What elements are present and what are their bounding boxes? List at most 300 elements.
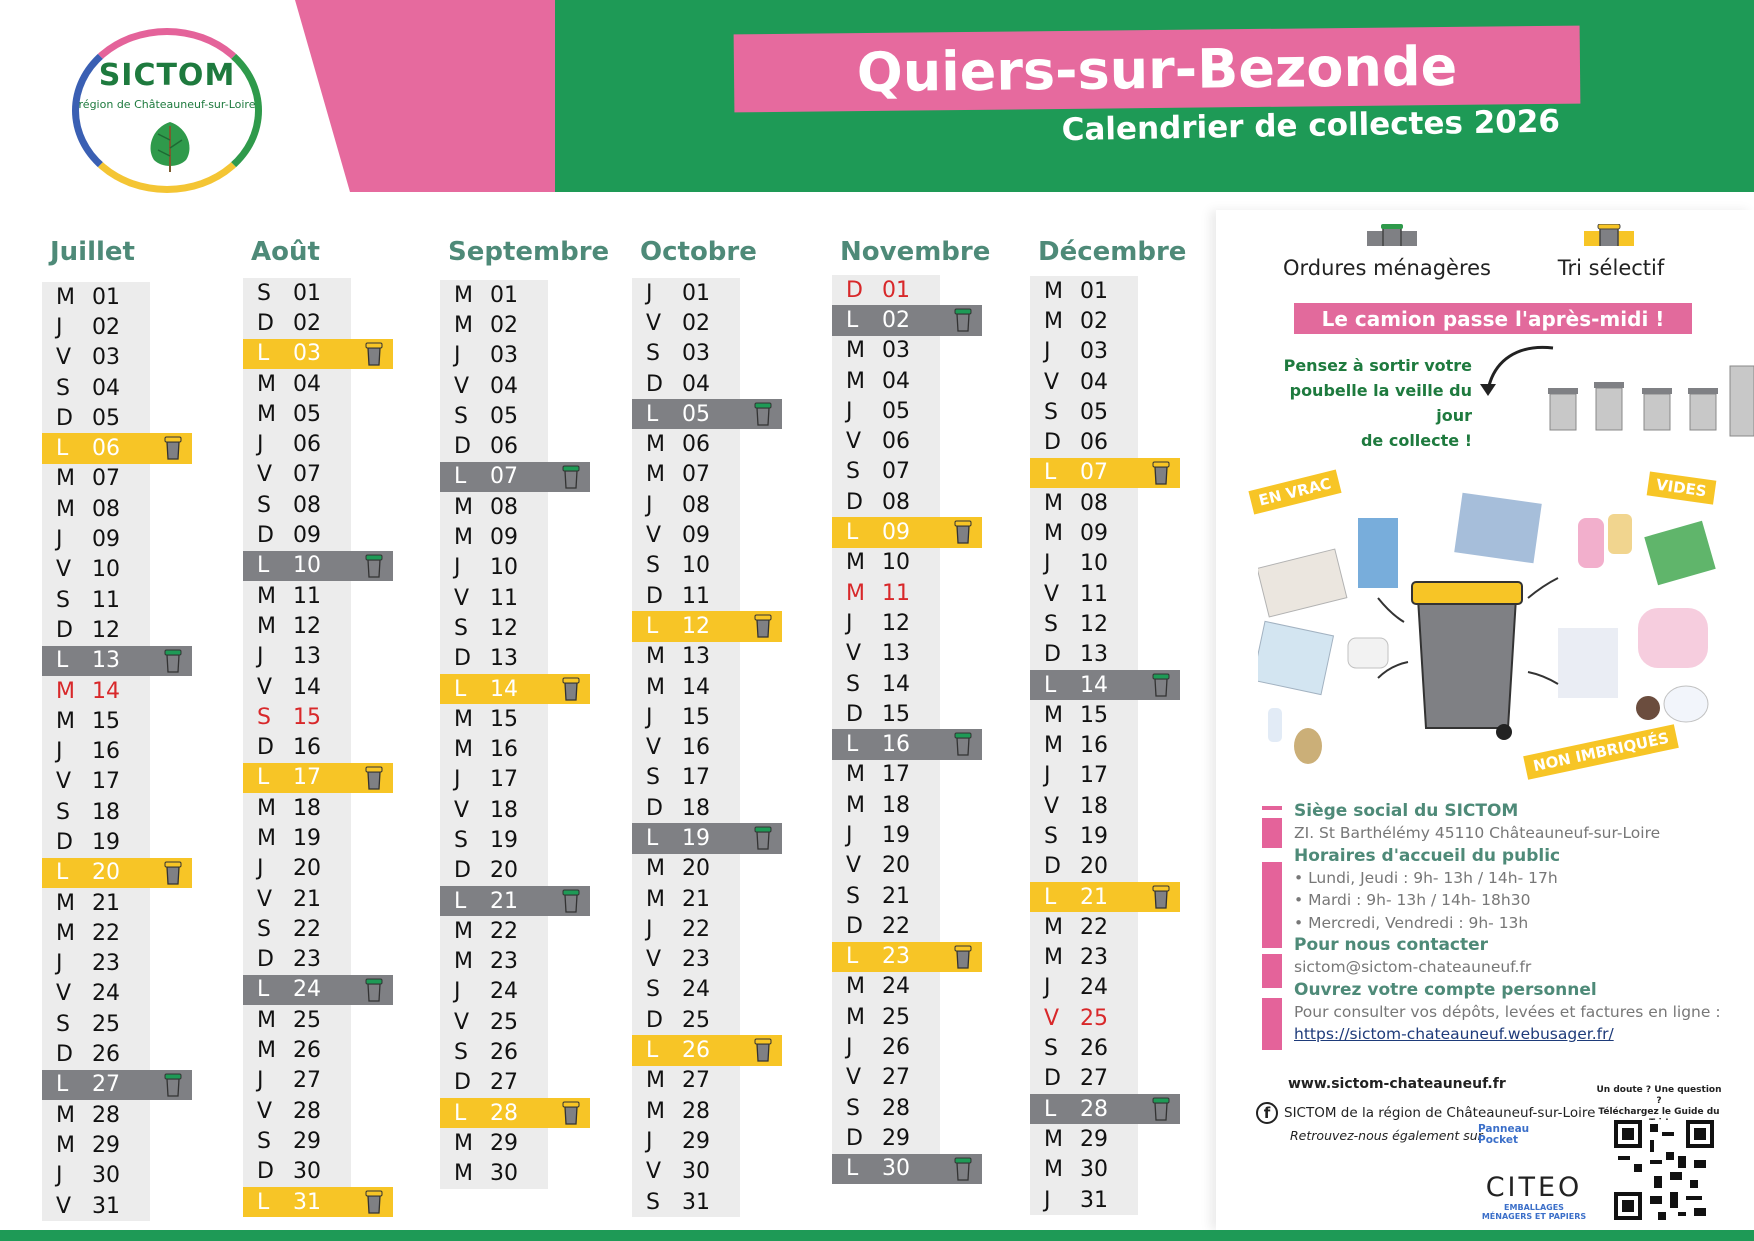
day-number: 19 bbox=[1080, 823, 1108, 849]
day-letter: L bbox=[454, 1100, 467, 1126]
day-number: 02 bbox=[92, 314, 120, 340]
day-row bbox=[42, 706, 150, 736]
day-row bbox=[243, 490, 351, 520]
day-row bbox=[42, 888, 150, 918]
day-letter: S bbox=[56, 799, 70, 825]
day-row bbox=[1030, 518, 1138, 548]
day-number: 05 bbox=[682, 401, 710, 427]
day-number: 21 bbox=[92, 890, 120, 916]
day-letter: V bbox=[1044, 369, 1060, 395]
day-number: 10 bbox=[682, 553, 710, 579]
day-letter: J bbox=[257, 856, 264, 882]
day-letter: J bbox=[846, 822, 853, 848]
day-letter: S bbox=[1044, 823, 1058, 849]
day-row bbox=[243, 914, 351, 944]
day-row bbox=[42, 1130, 150, 1160]
guide-tri-line: Un doute ? Une question ? bbox=[1596, 1085, 1722, 1106]
day-letter: D bbox=[1044, 854, 1061, 880]
day-letter: J bbox=[257, 1068, 264, 1094]
day-letter: M bbox=[257, 825, 276, 851]
day-letter: J bbox=[56, 527, 63, 553]
day-letter: M bbox=[257, 795, 276, 821]
day-number: 18 bbox=[293, 795, 321, 821]
day-row bbox=[42, 1039, 150, 1069]
day-letter: M bbox=[1044, 1157, 1063, 1183]
contact-email[interactable]: sictom@sictom-chateauneuf.fr bbox=[1294, 958, 1532, 976]
day-row bbox=[832, 1063, 940, 1093]
day-letter: L bbox=[56, 1072, 69, 1098]
day-number: 08 bbox=[1080, 490, 1108, 516]
day-number: 06 bbox=[490, 434, 518, 460]
day-row bbox=[632, 702, 740, 732]
day-number: 02 bbox=[682, 310, 710, 336]
day-row bbox=[42, 1009, 150, 1039]
day-letter: M bbox=[646, 1098, 665, 1124]
day-number: 19 bbox=[92, 829, 120, 855]
day-letter: V bbox=[846, 1065, 862, 1091]
day-row bbox=[440, 644, 548, 674]
day-number: 31 bbox=[293, 1189, 321, 1215]
day-number: 06 bbox=[682, 432, 710, 458]
day-letter: D bbox=[846, 489, 863, 515]
day-number: 26 bbox=[882, 1035, 910, 1061]
day-number: 28 bbox=[882, 1095, 910, 1121]
month-column bbox=[832, 232, 1032, 1184]
day-number: 03 bbox=[92, 345, 120, 371]
day-number: 04 bbox=[490, 373, 518, 399]
day-number: 22 bbox=[882, 913, 910, 939]
day-number: 21 bbox=[293, 886, 321, 912]
day-row bbox=[1030, 791, 1138, 821]
day-letter: V bbox=[846, 853, 862, 879]
day-row bbox=[243, 1035, 351, 1065]
day-row bbox=[42, 585, 150, 615]
info-bar bbox=[1262, 818, 1282, 848]
citeo-tagline: EMBALLAGES bbox=[1504, 1203, 1564, 1212]
yellow-lid-bin-icon bbox=[164, 436, 182, 460]
day-number: 09 bbox=[682, 523, 710, 549]
day-number: 19 bbox=[490, 827, 518, 853]
day-row bbox=[632, 884, 740, 914]
day-number: 11 bbox=[293, 583, 321, 609]
day-number: 26 bbox=[490, 1040, 518, 1066]
day-row bbox=[42, 736, 150, 766]
day-number: 07 bbox=[882, 459, 910, 485]
day-number: 05 bbox=[92, 405, 120, 431]
day-number: 02 bbox=[1080, 308, 1108, 334]
day-letter: V bbox=[257, 674, 273, 700]
day-row bbox=[42, 949, 150, 979]
day-row-ordures-menageres bbox=[42, 646, 192, 676]
day-row bbox=[632, 914, 740, 944]
day-number: 28 bbox=[293, 1098, 321, 1124]
day-row bbox=[243, 520, 351, 550]
day-row bbox=[832, 336, 940, 366]
day-letter: J bbox=[846, 398, 853, 424]
day-number: 17 bbox=[293, 765, 321, 791]
day-row-tri-selectif bbox=[832, 942, 982, 972]
day-letter: J bbox=[1044, 975, 1051, 1001]
day-number: 03 bbox=[882, 338, 910, 364]
day-row-tri-selectif bbox=[440, 1098, 590, 1128]
day-row bbox=[243, 854, 351, 884]
sictom-logo bbox=[72, 28, 268, 198]
day-row bbox=[632, 551, 740, 581]
day-row bbox=[42, 797, 150, 827]
day-letter: S bbox=[1044, 1036, 1058, 1062]
day-number: 01 bbox=[293, 280, 321, 306]
day-letter: V bbox=[646, 523, 662, 549]
day-letter: V bbox=[454, 797, 470, 823]
day-row bbox=[440, 977, 548, 1007]
day-letter: L bbox=[257, 977, 270, 1003]
reminder-line: Pensez à sortir votre bbox=[1283, 356, 1472, 375]
compte-text: Pour consulter vos dépôts, levées et factures en ligne : bbox=[1294, 1002, 1721, 1021]
day-letter: S bbox=[454, 1040, 468, 1066]
citeo-logo bbox=[1478, 1172, 1590, 1221]
day-row-ordures-menageres bbox=[832, 1154, 982, 1184]
day-row bbox=[832, 639, 940, 669]
day-letter: M bbox=[454, 525, 473, 551]
logo-subtitle: région de Châteauneuf-sur-Loire bbox=[78, 98, 256, 111]
day-row bbox=[243, 1096, 351, 1126]
yellow-lid-bin-icon bbox=[1152, 885, 1170, 909]
day-letter: S bbox=[846, 1095, 860, 1121]
day-row bbox=[632, 672, 740, 702]
day-number: 12 bbox=[293, 613, 321, 639]
day-number: 23 bbox=[490, 949, 518, 975]
day-letter: V bbox=[1044, 581, 1060, 607]
day-letter: S bbox=[846, 671, 860, 697]
day-letter: V bbox=[646, 310, 662, 336]
day-number: 09 bbox=[92, 527, 120, 553]
day-number: 14 bbox=[293, 674, 321, 700]
day-number: 19 bbox=[293, 825, 321, 851]
day-number: 17 bbox=[490, 767, 518, 793]
day-letter: S bbox=[454, 827, 468, 853]
day-number: 15 bbox=[92, 708, 120, 734]
day-number: 25 bbox=[1080, 1005, 1108, 1031]
qr-code-icon[interactable] bbox=[1614, 1120, 1714, 1220]
day-row bbox=[1030, 276, 1138, 306]
day-number: 12 bbox=[682, 613, 710, 639]
day-row bbox=[42, 343, 150, 373]
day-row bbox=[440, 947, 548, 977]
town-title: Quiers-sur-Bezonde bbox=[856, 34, 1458, 104]
day-row bbox=[243, 429, 351, 459]
day-number: 04 bbox=[1080, 369, 1108, 395]
day-row bbox=[1030, 1064, 1138, 1094]
day-letter: L bbox=[846, 1156, 859, 1182]
day-number: 05 bbox=[1080, 399, 1108, 425]
day-row-ordures-menageres bbox=[1030, 670, 1180, 700]
day-number: 29 bbox=[490, 1130, 518, 1156]
day-number: 01 bbox=[882, 277, 910, 303]
facebook-line[interactable] bbox=[1256, 1102, 1595, 1124]
day-row bbox=[832, 972, 940, 1002]
day-row bbox=[832, 275, 940, 305]
day-letter: D bbox=[846, 277, 863, 303]
day-row bbox=[42, 403, 150, 433]
day-letter: L bbox=[257, 1189, 270, 1215]
day-row bbox=[632, 581, 740, 611]
month-name: Octobre bbox=[640, 237, 757, 267]
day-letter: S bbox=[257, 492, 271, 518]
day-letter: L bbox=[56, 648, 69, 674]
day-letter: S bbox=[646, 341, 660, 367]
day-letter: L bbox=[646, 401, 659, 427]
day-number: 04 bbox=[293, 371, 321, 397]
day-row bbox=[440, 401, 548, 431]
non-imbriques-tag: NON IMBRIQUÉS bbox=[1523, 724, 1679, 780]
day-letter: M bbox=[646, 886, 665, 912]
day-row bbox=[42, 827, 150, 857]
day-number: 10 bbox=[490, 555, 518, 581]
day-row-tri-selectif bbox=[42, 433, 192, 463]
day-number: 22 bbox=[682, 916, 710, 942]
day-letter: M bbox=[1044, 914, 1063, 940]
day-row-ordures-menageres bbox=[632, 823, 782, 853]
day-number: 26 bbox=[1080, 1036, 1108, 1062]
day-number: 14 bbox=[92, 678, 120, 704]
grey-bin-legend-icon bbox=[1367, 224, 1417, 246]
day-letter: J bbox=[454, 343, 461, 369]
day-letter: L bbox=[1044, 884, 1057, 910]
day-row bbox=[832, 578, 940, 608]
horaires-line: • Mardi : 9h- 13h / 14h- 18h30 bbox=[1294, 891, 1531, 909]
day-row bbox=[1030, 912, 1138, 942]
day-letter: M bbox=[56, 1102, 75, 1128]
info-bar bbox=[1262, 862, 1282, 948]
day-row bbox=[42, 373, 150, 403]
day-number: 24 bbox=[92, 981, 120, 1007]
day-number: 14 bbox=[1080, 672, 1108, 698]
day-letter: J bbox=[646, 492, 653, 518]
day-row-ordures-menageres bbox=[832, 729, 982, 759]
day-row bbox=[440, 795, 548, 825]
day-number: 15 bbox=[882, 701, 910, 727]
day-number: 08 bbox=[682, 492, 710, 518]
day-number: 12 bbox=[490, 615, 518, 641]
day-number: 06 bbox=[293, 432, 321, 458]
day-row-tri-selectif bbox=[243, 763, 393, 793]
day-number: 16 bbox=[682, 735, 710, 761]
day-letter: D bbox=[56, 1042, 73, 1068]
day-row bbox=[440, 492, 548, 522]
day-number: 16 bbox=[92, 739, 120, 765]
day-row-ordures-menageres bbox=[42, 1070, 192, 1100]
day-letter: M bbox=[646, 432, 665, 458]
day-number: 03 bbox=[1080, 339, 1108, 365]
day-number: 19 bbox=[882, 822, 910, 848]
day-number: 11 bbox=[490, 585, 518, 611]
day-number: 29 bbox=[92, 1132, 120, 1158]
day-row bbox=[440, 310, 548, 340]
day-letter: D bbox=[1044, 642, 1061, 668]
day-letter: V bbox=[1044, 1005, 1060, 1031]
day-letter: M bbox=[56, 496, 75, 522]
day-number: 27 bbox=[1080, 1066, 1108, 1092]
day-letter: J bbox=[646, 916, 653, 942]
day-letter: D bbox=[56, 617, 73, 643]
month-name: Juillet bbox=[50, 237, 135, 267]
day-number: 15 bbox=[1080, 702, 1108, 728]
day-row bbox=[1030, 1033, 1138, 1063]
day-number: 27 bbox=[92, 1072, 120, 1098]
header-pink-band bbox=[295, 0, 557, 192]
day-letter: D bbox=[454, 858, 471, 884]
panneau-pocket-line: Pocket bbox=[1478, 1134, 1518, 1146]
day-number: 20 bbox=[490, 858, 518, 884]
day-number: 13 bbox=[92, 648, 120, 674]
horaires-line: • Lundi, Jeudi : 9h- 13h / 14h- 17h bbox=[1294, 868, 1558, 887]
yellow-lid-bin-icon bbox=[954, 520, 972, 544]
day-number: 29 bbox=[882, 1125, 910, 1151]
panneau-pocket-logo[interactable] bbox=[1478, 1124, 1529, 1146]
green-lid-bin-icon bbox=[562, 465, 580, 489]
day-number: 25 bbox=[490, 1009, 518, 1035]
day-letter: S bbox=[646, 553, 660, 579]
yellow-lid-bin-icon bbox=[562, 1101, 580, 1125]
day-letter: D bbox=[257, 1159, 274, 1185]
leaf-icon bbox=[142, 118, 198, 174]
horaires-title: Horaires d'accueil du public bbox=[1294, 845, 1561, 866]
day-letter: S bbox=[56, 587, 70, 613]
day-letter: V bbox=[454, 373, 470, 399]
day-row bbox=[243, 1066, 351, 1096]
day-row-tri-selectif bbox=[632, 1035, 782, 1065]
day-number: 28 bbox=[1080, 1096, 1108, 1122]
day-number: 29 bbox=[682, 1128, 710, 1154]
compte-link[interactable]: https://sictom-chateauneuf.webusager.fr/ bbox=[1294, 1025, 1614, 1043]
day-row bbox=[632, 975, 740, 1005]
day-letter: S bbox=[646, 765, 660, 791]
day-letter: S bbox=[257, 280, 271, 306]
day-letter: M bbox=[846, 1004, 865, 1030]
day-number: 12 bbox=[92, 617, 120, 643]
day-number: 21 bbox=[1080, 884, 1108, 910]
day-letter: S bbox=[454, 615, 468, 641]
day-number: 28 bbox=[490, 1100, 518, 1126]
month-name: Novembre bbox=[840, 237, 991, 267]
day-row bbox=[832, 608, 940, 638]
day-letter: S bbox=[846, 883, 860, 909]
day-letter: M bbox=[257, 613, 276, 639]
day-row bbox=[1030, 1155, 1138, 1185]
day-row bbox=[632, 854, 740, 884]
day-number: 20 bbox=[293, 856, 321, 882]
day-letter: D bbox=[646, 1007, 663, 1033]
day-letter: M bbox=[257, 371, 276, 397]
day-row bbox=[632, 1096, 740, 1126]
day-letter: D bbox=[454, 1070, 471, 1096]
green-lid-bin-icon bbox=[365, 978, 383, 1002]
day-row bbox=[632, 429, 740, 459]
day-letter: V bbox=[646, 735, 662, 761]
day-letter: M bbox=[257, 583, 276, 609]
day-row bbox=[832, 1032, 940, 1062]
day-number: 02 bbox=[490, 312, 518, 338]
day-row-ordures-menageres bbox=[243, 975, 393, 1005]
day-list bbox=[243, 278, 443, 1217]
day-number: 01 bbox=[1080, 278, 1108, 304]
green-lid-bin-icon bbox=[754, 402, 772, 426]
day-row bbox=[440, 765, 548, 795]
legend-ts-label: Tri sélectif bbox=[1557, 256, 1665, 280]
day-number: 24 bbox=[1080, 975, 1108, 1001]
day-row bbox=[632, 793, 740, 823]
siege-title: Siège social du SICTOM bbox=[1294, 801, 1519, 821]
day-row-ordures-menageres bbox=[440, 462, 590, 492]
day-letter: L bbox=[454, 888, 467, 914]
info-bar bbox=[1262, 998, 1282, 1050]
day-number: 12 bbox=[882, 610, 910, 636]
day-row bbox=[1030, 427, 1138, 457]
day-number: 19 bbox=[682, 825, 710, 851]
recyclables-illustration bbox=[1258, 478, 1718, 768]
day-row bbox=[42, 615, 150, 645]
day-letter: S bbox=[646, 1189, 660, 1215]
green-lid-bin-icon bbox=[1152, 1097, 1170, 1121]
day-letter: M bbox=[846, 762, 865, 788]
yellow-lid-bin-icon bbox=[365, 766, 383, 790]
day-letter: L bbox=[1044, 1096, 1057, 1122]
day-row bbox=[440, 1159, 548, 1189]
day-row-tri-selectif bbox=[243, 339, 393, 369]
day-row bbox=[832, 548, 940, 578]
day-letter: M bbox=[56, 1132, 75, 1158]
day-number: 26 bbox=[293, 1038, 321, 1064]
day-list bbox=[440, 280, 640, 1189]
day-number: 30 bbox=[92, 1163, 120, 1189]
green-lid-bin-icon bbox=[754, 826, 772, 850]
day-row bbox=[1030, 367, 1138, 397]
green-lid-bin-icon bbox=[365, 554, 383, 578]
day-number: 17 bbox=[682, 765, 710, 791]
afternoon-banner: Le camion passe l'après-midi ! bbox=[1294, 303, 1692, 334]
day-row bbox=[1030, 761, 1138, 791]
day-number: 11 bbox=[92, 587, 120, 613]
day-letter: J bbox=[56, 314, 63, 340]
day-number: 17 bbox=[92, 769, 120, 795]
day-letter: J bbox=[646, 1128, 653, 1154]
website-link[interactable]: www.sictom-chateauneuf.fr bbox=[1288, 1076, 1506, 1092]
day-letter: L bbox=[56, 436, 69, 462]
day-row bbox=[243, 672, 351, 702]
footer-green-line bbox=[0, 1230, 1754, 1241]
day-letter: J bbox=[454, 767, 461, 793]
day-number: 06 bbox=[1080, 430, 1108, 456]
day-number: 20 bbox=[92, 860, 120, 886]
day-letter: V bbox=[1044, 793, 1060, 819]
day-letter: V bbox=[56, 769, 72, 795]
day-number: 03 bbox=[490, 343, 518, 369]
day-row-ordures-menageres bbox=[632, 399, 782, 429]
day-row bbox=[632, 308, 740, 338]
day-row bbox=[243, 1005, 351, 1035]
day-letter: M bbox=[454, 312, 473, 338]
day-letter: D bbox=[257, 947, 274, 973]
day-number: 25 bbox=[92, 1011, 120, 1037]
day-row bbox=[243, 308, 351, 338]
day-letter: M bbox=[646, 674, 665, 700]
day-letter: L bbox=[257, 341, 270, 367]
day-letter: D bbox=[646, 795, 663, 821]
day-number: 01 bbox=[490, 282, 518, 308]
day-row bbox=[632, 520, 740, 550]
day-number: 22 bbox=[293, 916, 321, 942]
day-letter: M bbox=[1044, 278, 1063, 304]
